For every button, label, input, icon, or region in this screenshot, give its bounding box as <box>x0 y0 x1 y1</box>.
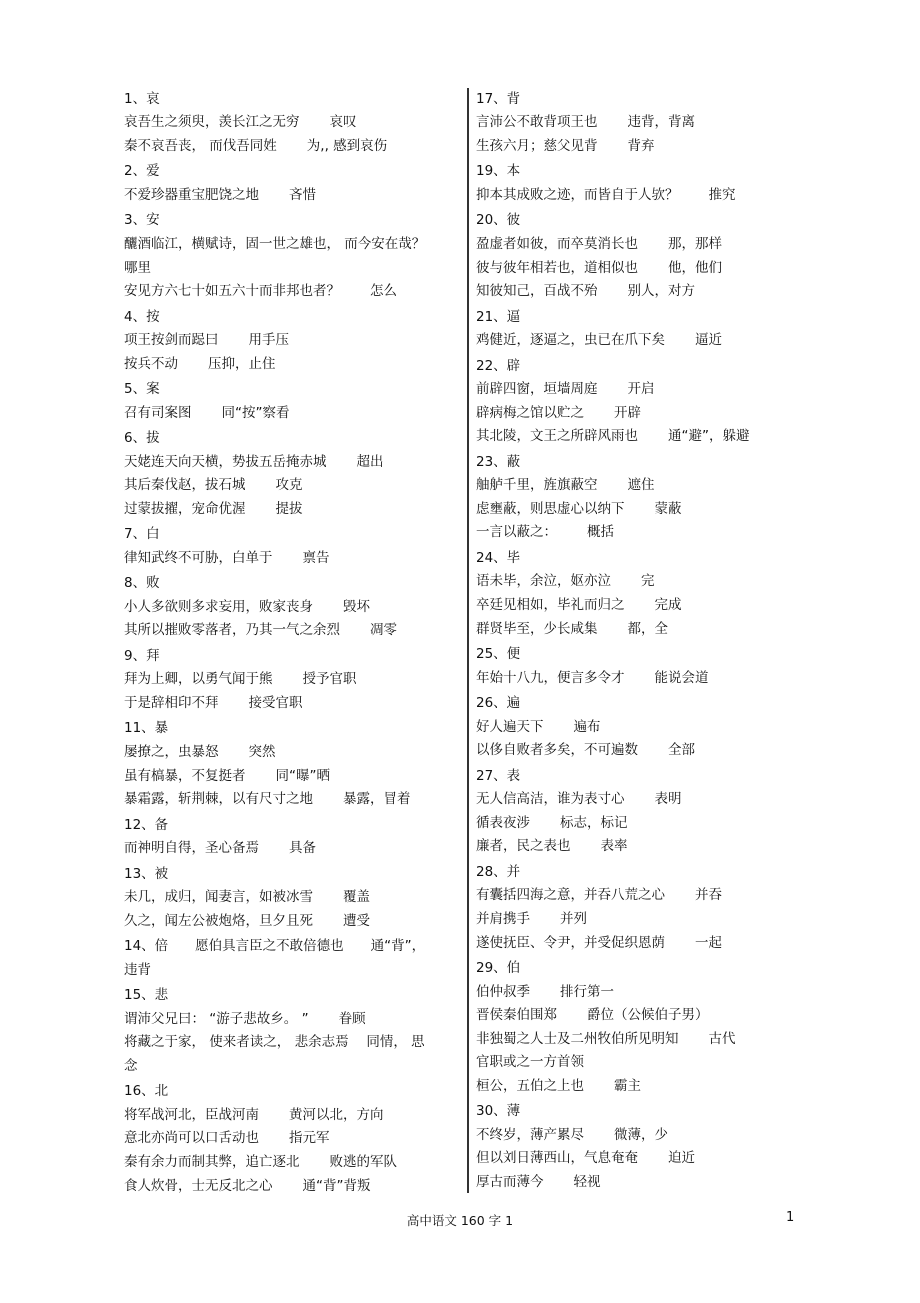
example-sentence: 桓公，五伯之上也 <box>476 1077 584 1094</box>
example-line <box>124 619 459 643</box>
meaning: 开辟 <box>614 404 641 421</box>
entry-heading: 29、伯 <box>476 959 521 976</box>
example-line <box>124 1151 459 1175</box>
example-line <box>476 233 796 257</box>
example-line <box>476 280 796 304</box>
example-sentence: 年始十八九，便言多令才 <box>476 669 625 686</box>
entry-heading: 21、逼 <box>476 308 521 325</box>
example-line <box>476 257 796 281</box>
example-sentence: 拜为上卿，以勇气闻于熊 <box>124 671 273 688</box>
entry-heading: 8、败 <box>124 575 160 592</box>
example-sentence: 不爱珍器重宝肥饶之地 <box>124 186 259 203</box>
example-sentence: 虑壅蔽，则思虚心以纳下 <box>476 500 625 517</box>
example-line <box>476 1075 796 1099</box>
meaning: 超出 <box>356 453 384 470</box>
entry-heading: 4、按 <box>124 308 160 325</box>
example-line <box>124 111 459 135</box>
meaning: 同“按”察看 <box>221 404 290 421</box>
example-line <box>124 353 459 377</box>
example-sentence: 釃酒临江，横赋诗，固一世之雄也， 而今安在哉？ <box>124 235 426 252</box>
example-sentence: 按兵不动 <box>124 355 178 372</box>
meaning: 遭受 <box>343 912 370 929</box>
example-sentence: 遂使抚臣、令尹，并受促织恩荫 <box>476 934 665 951</box>
entry-heading: 11、暴 <box>124 720 169 737</box>
meaning: 全部 <box>668 742 695 759</box>
example-line <box>124 596 459 620</box>
example-line <box>476 425 796 449</box>
meaning: 遍布 <box>573 718 601 735</box>
example-sentence: 将军战河北，臣战河南 <box>124 1106 259 1123</box>
entry-heading: 5、案 <box>124 381 160 398</box>
meaning: 蒙蔽 <box>654 500 682 517</box>
example-line <box>476 812 796 836</box>
example-sentence: 律知武终不可胁，白单于 <box>124 549 273 566</box>
meaning: 逼近 <box>695 332 722 349</box>
example-sentence: 于是辞相印不拜 <box>124 695 219 712</box>
example-line <box>476 1171 796 1195</box>
example-line <box>124 765 459 789</box>
example-sentence: 抑本其成败之迹，而皆自于人欤？ <box>476 186 679 203</box>
example-line <box>124 135 459 159</box>
meaning: 推究 <box>708 186 736 203</box>
example-sentence: 辟病梅之馆以贮之 <box>476 404 584 421</box>
example-line <box>124 329 459 353</box>
meaning: 开启 <box>627 381 655 398</box>
example-line <box>124 184 459 208</box>
example-line <box>124 1031 459 1055</box>
example-line <box>124 1127 459 1151</box>
entry-heading: 1、哀 <box>124 90 160 107</box>
entry-heading: 13、被 <box>124 865 169 882</box>
meaning: 背弃 <box>627 137 655 154</box>
example-sentence: 好人遍天下 <box>476 718 544 735</box>
meaning: 提拔 <box>275 500 303 517</box>
example-sentence: 言沛公不敢背项王也 <box>476 114 598 131</box>
example-sentence: 一言以蔽之： <box>476 524 557 541</box>
example-line <box>476 981 796 1005</box>
meaning: 黄河以北，方向 <box>289 1106 384 1123</box>
meaning: 别人，对方 <box>627 283 695 300</box>
example-line <box>124 1008 459 1032</box>
entry-heading: 27、表 <box>476 767 521 784</box>
left-column <box>124 86 459 1198</box>
example-line <box>124 257 459 281</box>
meaning: 并列 <box>560 910 587 927</box>
example-sentence: 厚古而薄今 <box>476 1174 544 1191</box>
example-sentence: 食人炊骨，士无反北之心 <box>124 1177 273 1194</box>
meaning: 都，全 <box>627 620 668 637</box>
example-sentence: 小人多欲则多求妄用，败家丧身 <box>124 598 313 615</box>
example-line <box>124 837 459 861</box>
example-line <box>124 886 459 910</box>
example-line <box>476 932 796 956</box>
example-sentence: 彼与彼年相若也，道相似也 <box>476 259 638 276</box>
example-sentence: 不终岁，薄产累尽 <box>476 1126 584 1143</box>
page-number: 1 <box>786 1210 795 1225</box>
example-sentence: 秦不哀吾丧， 而伐吾同姓 <box>124 137 277 154</box>
entry-heading: 16、北 <box>124 1083 169 1100</box>
example-line <box>476 184 796 208</box>
example-sentence: 并肩携手 <box>476 910 530 927</box>
meaning: 轻视 <box>573 1174 601 1191</box>
example-sentence: 谓沛父兄曰： “游子悲故乡。 ” <box>124 1010 309 1027</box>
entry-heading: 19、本 <box>476 163 521 180</box>
entry-heading: 22、辟 <box>476 357 521 374</box>
example-line <box>124 1055 459 1079</box>
meaning: 暴露，冒着 <box>343 791 411 808</box>
example-sentence: 但以刘日薄西山，气息奄奄 <box>476 1150 638 1167</box>
meaning: 排行第一 <box>560 983 614 1000</box>
example-sentence: 召有司案图 <box>124 404 192 421</box>
example-sentence: 念 <box>124 1057 138 1074</box>
entry-heading: 17、背 <box>476 90 521 107</box>
entry-heading: 2、爱 <box>124 163 160 180</box>
meaning: 眷顾 <box>338 1010 366 1027</box>
example-sentence: 久之，闻左公被炮烙，旦夕且死 <box>124 912 313 929</box>
example-line <box>476 1028 796 1052</box>
example-sentence: 其后秦伐赵，拔石城 <box>124 477 246 494</box>
entry-heading: 30、薄 <box>476 1103 521 1120</box>
example-sentence: 违背 <box>124 961 151 978</box>
example-line <box>124 692 459 716</box>
meaning: 覆盖 <box>343 889 370 906</box>
example-line <box>476 111 796 135</box>
example-sentence: 屡撩之，虫暴怒 <box>124 744 219 760</box>
meaning: 攻克 <box>275 477 303 494</box>
example-sentence: 知彼知己，百战不殆 <box>476 283 598 300</box>
meaning: 吝惜 <box>289 186 316 203</box>
meaning: 禀告 <box>302 549 330 566</box>
meaning: 怎么 <box>370 283 397 300</box>
entry-heading: 14、倍 愿伯具言臣之不敢倍德也 通“背”， <box>124 938 426 955</box>
meaning: 凋零 <box>370 622 397 639</box>
meaning: 败逃的军队 <box>329 1154 397 1171</box>
meaning: 微薄，少 <box>614 1126 668 1143</box>
example-line <box>124 547 459 571</box>
example-line <box>476 618 796 642</box>
meaning: 毁坏 <box>343 598 370 615</box>
example-line <box>476 570 796 594</box>
example-sentence: 而神明自得，圣心备焉 <box>124 840 259 857</box>
entry-heading: 6、拔 <box>124 430 160 447</box>
meaning: 完成 <box>654 597 682 614</box>
example-sentence: 将藏之于家， 使来者读之， 悲余志焉 同情， 思 <box>124 1034 425 1051</box>
example-sentence: 过蒙拔擢，宠命优渥 <box>124 500 246 517</box>
example-sentence: 项王按剑而跽曰 <box>124 332 219 349</box>
example-line <box>124 402 459 426</box>
example-sentence: 盈虚者如彼，而卒莫消长也 <box>476 235 638 252</box>
example-sentence: 天姥连天向天横，势拔五岳掩赤城 <box>124 453 327 470</box>
example-sentence: 伯仲叔季 <box>476 983 530 1000</box>
example-line <box>476 378 796 402</box>
meaning: 通“避”，躲避 <box>668 428 750 445</box>
entry-heading: 20、彼 <box>476 212 521 229</box>
example-line <box>476 835 796 859</box>
meaning: 具备 <box>289 840 316 857</box>
meaning: 爵位（公候伯子男） <box>587 1007 709 1024</box>
example-sentence: 语未毕，余泣，妪亦泣 <box>476 573 611 590</box>
example-line <box>124 498 459 522</box>
entry-heading: 23、蔽 <box>476 453 521 470</box>
example-line <box>124 474 459 498</box>
example-line <box>476 135 796 159</box>
example-sentence: 未几，成归，闻妻言，如被冰雪 <box>124 889 313 906</box>
meaning: 同“曝”晒 <box>275 767 330 784</box>
entry-heading: 3、安 <box>124 212 160 229</box>
page-footer: 高中语文 160 字 1 <box>406 1213 514 1228</box>
meaning: 标志，标记 <box>560 814 628 831</box>
meaning: 哀叹 <box>329 114 357 131</box>
meaning: 通“背”背叛 <box>302 1177 371 1194</box>
example-sentence: 廉者，民之表也 <box>476 838 571 855</box>
example-line <box>476 1004 796 1028</box>
meaning: 表明 <box>654 791 682 808</box>
meaning: 突然 <box>248 744 276 760</box>
meaning: 表率 <box>600 838 628 855</box>
example-line <box>124 959 459 983</box>
example-sentence: 鸡健近，逐逼之，虫已在爪下矣 <box>476 332 665 349</box>
meaning: 一起 <box>695 934 722 951</box>
example-line <box>476 884 796 908</box>
example-sentence: 暴霜露，斩荆棘，以有尺寸之地 <box>124 791 313 808</box>
example-line <box>124 1104 459 1128</box>
example-line <box>476 329 796 353</box>
example-sentence: 其所以摧败零落者，乃其一气之余烈 <box>124 622 340 639</box>
example-line <box>476 402 796 426</box>
meaning: 接受官职 <box>248 695 303 712</box>
example-sentence: 虽有槁暴，不复挺者 <box>124 767 246 784</box>
meaning: 并吞 <box>695 887 722 904</box>
example-sentence: 循表夜涉 <box>476 814 530 831</box>
entry-heading: 25、便 <box>476 646 521 663</box>
example-sentence: 前辟四窗，垣墙周庭 <box>476 381 598 398</box>
right-column <box>476 86 796 1195</box>
example-sentence: 哪里 <box>124 259 151 276</box>
example-sentence: 秦有余力而制其弊，追亡逐北 <box>124 1154 300 1171</box>
column-divider <box>467 88 469 1193</box>
example-line <box>124 280 459 304</box>
example-sentence: 舳舻千里，旌旗蔽空 <box>476 477 598 494</box>
meaning: 遮住 <box>627 477 655 494</box>
example-sentence: 其北陵，文王之所辟风雨也 <box>476 428 638 445</box>
meaning: 压抑，止住 <box>208 355 276 372</box>
example-line <box>476 1124 796 1148</box>
meaning: 完 <box>641 573 655 590</box>
meaning: 违背，背离 <box>627 114 695 131</box>
meaning: 为,, 感到哀伤 <box>306 137 388 154</box>
example-line <box>476 474 796 498</box>
meaning: 能说会道 <box>654 669 709 686</box>
example-sentence: 哀吾生之须臾，羡长江之无穷 <box>124 114 300 131</box>
entry-heading: 7、白 <box>124 526 160 543</box>
meaning: 古代 <box>708 1030 736 1047</box>
example-line <box>476 667 796 691</box>
entry-heading: 9、拜 <box>124 647 160 664</box>
example-sentence: 以侈自败者多矣，不可遍数 <box>476 742 638 759</box>
example-line <box>124 1175 459 1199</box>
meaning: 迫近 <box>668 1150 695 1167</box>
meaning: 那，那样 <box>668 235 722 252</box>
entry-heading: 15、悲 <box>124 987 169 1004</box>
example-line <box>476 521 796 545</box>
example-sentence: 官职或之一方首领 <box>476 1054 584 1071</box>
example-sentence: 生孩六月；慈父见背 <box>476 137 598 154</box>
meaning: 用手压 <box>248 332 289 349</box>
entry-heading: 26、遍 <box>476 695 521 712</box>
entry-heading: 24、毕 <box>476 549 521 566</box>
example-sentence: 非独蜀之人士及二州牧伯所见明知 <box>476 1030 679 1047</box>
example-line <box>476 739 796 763</box>
example-line <box>124 741 459 765</box>
example-line <box>124 233 459 257</box>
example-sentence: 卒廷见相如，毕礼而归之 <box>476 597 625 614</box>
meaning: 霸主 <box>614 1077 641 1094</box>
example-sentence: 意北亦尚可以口舌动也 <box>124 1130 259 1147</box>
example-line <box>476 498 796 522</box>
meaning: 概括 <box>587 524 614 541</box>
meaning: 指元军 <box>289 1130 330 1147</box>
example-line <box>124 788 459 812</box>
example-line <box>476 1051 796 1075</box>
example-line <box>124 668 459 692</box>
example-line <box>476 908 796 932</box>
example-line <box>476 1147 796 1171</box>
example-sentence: 有囊括四海之意，并吞八荒之心 <box>476 887 665 904</box>
meaning: 他，他们 <box>668 259 722 276</box>
example-sentence: 安见方六七十如五六十而非邦也者？ <box>124 283 340 300</box>
entry-heading: 28、并 <box>476 863 521 880</box>
meaning: 授予官职 <box>302 671 357 688</box>
example-line <box>124 910 459 934</box>
example-line <box>476 788 796 812</box>
example-sentence: 晋侯秦伯围郑 <box>476 1007 557 1024</box>
example-line <box>476 716 796 740</box>
example-sentence: 无人信高洁，谁为表寸心 <box>476 791 625 808</box>
entry-heading: 12、备 <box>124 816 169 833</box>
example-line <box>476 594 796 618</box>
example-line <box>124 451 459 475</box>
example-sentence: 群贤毕至，少长咸集 <box>476 620 598 637</box>
